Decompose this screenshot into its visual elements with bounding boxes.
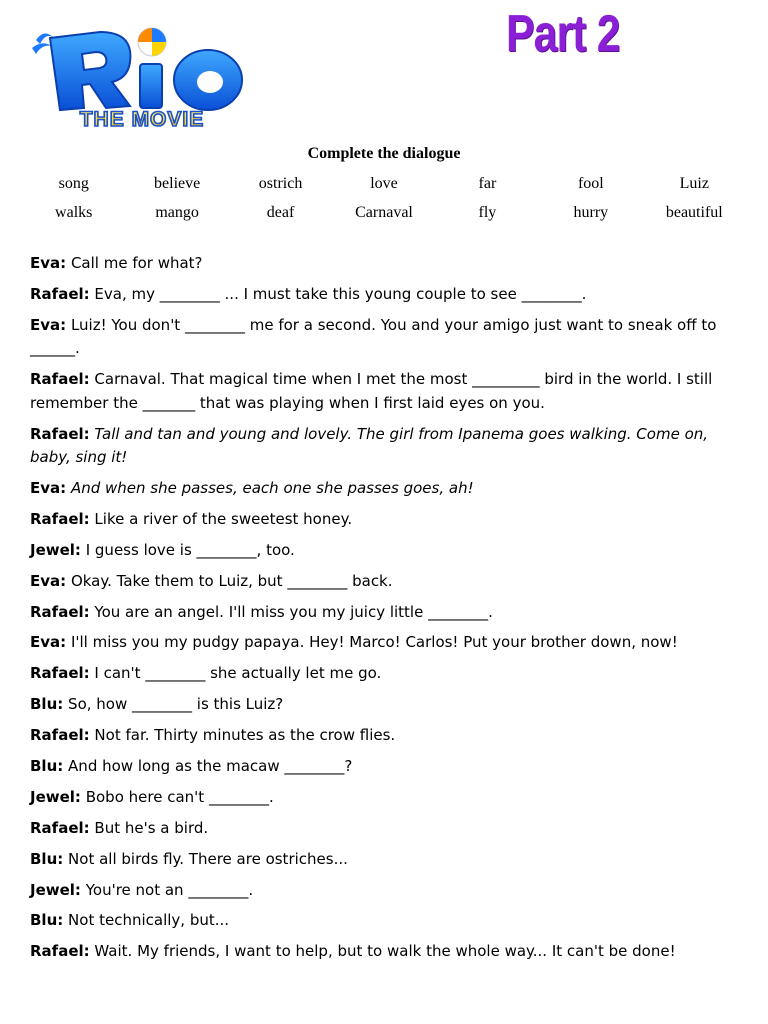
speaker-name: Rafael: — [30, 284, 90, 303]
word-bank — [22, 172, 746, 230]
speaker-name: Rafael: — [30, 370, 90, 389]
dialogue-line — [30, 508, 742, 532]
speaker-name: Jewel: — [30, 540, 81, 559]
word-bank-item: believe — [154, 175, 201, 192]
dialogue-line — [30, 601, 742, 625]
instruction-heading: Complete the dialogue — [307, 145, 461, 162]
word-bank-item: hurry — [573, 204, 609, 221]
speaker-name: Rafael: — [30, 509, 90, 528]
speaker-name: Blu: — [30, 849, 64, 868]
dialogue-line — [30, 631, 742, 655]
word-bank-item: fool — [577, 175, 604, 192]
speaker-name: Eva: — [30, 478, 67, 497]
dialogue-text: You are an angel. I'll miss you my juicy little ________. — [94, 602, 493, 621]
speaker-name: Rafael: — [30, 602, 90, 621]
speaker-name: Eva: — [30, 315, 67, 334]
logo-subtitle-text: THE MOVIE — [79, 108, 205, 131]
word-bank-item: love — [370, 175, 398, 192]
dialogue-line — [30, 940, 742, 964]
dialogue-line — [30, 539, 742, 563]
dialogue-line — [30, 817, 742, 841]
word-bank-item: mango — [155, 204, 199, 221]
dialogue-line — [30, 423, 742, 470]
dialogue-line — [30, 755, 742, 779]
rio-movie-logo — [30, 18, 250, 136]
dialogue-line — [30, 283, 742, 307]
dialogue-line — [30, 848, 742, 872]
speaker-name: Blu: — [30, 756, 64, 775]
word-bank-item: beautiful — [665, 204, 723, 221]
speaker-name: Jewel: — [30, 880, 81, 899]
dialogue-line — [30, 662, 742, 686]
speaker-name: Eva: — [30, 254, 67, 272]
word-bank-item: song — [58, 175, 89, 192]
word-bank-item: Carnaval — [355, 204, 413, 221]
speaker-name: Eva: — [30, 571, 67, 590]
dialogue-line — [30, 879, 742, 903]
speaker-name: Blu: — [30, 911, 64, 930]
dialogue-text: Eva, my ________ ... I must take this young couple to see ________. — [94, 284, 587, 303]
word-bank-item: walks — [55, 204, 93, 221]
dialogue-text: And how long as the macaw ________? — [68, 756, 353, 775]
word-bank-item: deaf — [266, 204, 295, 221]
dialogue-line — [30, 252, 742, 276]
dialogue-line — [30, 368, 742, 415]
dialogue-text: Not technically, but... — [68, 911, 230, 930]
dialogue-text: Bobo here can't ________. — [85, 787, 274, 806]
dialogue-text: Okay. Take them to Luiz, but ________ back. — [70, 571, 393, 590]
speaker-name: Rafael: — [30, 818, 90, 837]
dialogue-text: You're not an ________. — [85, 880, 254, 899]
speaker-name: Jewel: — [30, 787, 81, 806]
speaker-name: Rafael: — [30, 942, 90, 961]
word-bank-item: fly — [478, 204, 497, 221]
dialogue-line — [30, 724, 742, 748]
dialogue-line — [30, 314, 742, 361]
dialogue-text: But he's a bird. — [94, 818, 209, 837]
dialogue-text: Wait. My friends, I want to help, but to walk the whole way... It can't be done! — [94, 942, 676, 961]
word-bank-item: Luiz — [679, 175, 709, 192]
part-title: Part 2 — [506, 5, 620, 63]
dialogue-text: Not all birds fly. There are ostriches... — [68, 849, 348, 868]
dialogue-line — [30, 477, 742, 501]
speaker-name: Eva: — [30, 633, 67, 652]
speaker-name: Rafael: — [30, 726, 90, 745]
dialogue-text: I guess love is ________, too. — [85, 540, 295, 559]
rio-logo-image — [30, 18, 250, 136]
dialogue-line — [30, 693, 742, 717]
speaker-name: Rafael: — [30, 664, 90, 683]
speaker-name: Rafael: — [30, 424, 90, 443]
dialogue-text: Call me for what? — [70, 254, 203, 272]
word-bank-item: ostrich — [258, 175, 303, 192]
speaker-name: Blu: — [30, 695, 64, 714]
dialogue-text: Luiz! You don't ________ me for a second. You and your amigo just want to sneak off to ______. — [30, 315, 717, 358]
dialogue-line — [30, 786, 742, 810]
dialogue-text: Like a river of the sweetest honey. — [94, 509, 353, 528]
word-bank-item: far — [478, 175, 497, 192]
dialogue-text: I'll miss you my pudgy papaya. Hey! Marco! Carlos! Put your brother down, now! — [70, 633, 678, 652]
dialogue-line — [30, 570, 742, 594]
dialogue-text: Not far. Thirty minutes as the crow flies. — [94, 726, 396, 745]
dialogue-text: And when she passes, each one she passes goes, ah! — [70, 478, 474, 497]
dialogue-text: Tall and tan and young and lovely. The girl from Ipanema goes walking. Come on, baby, sing it! — [30, 424, 709, 467]
dialogue — [30, 252, 742, 971]
dialogue-line — [30, 909, 742, 933]
dialogue-text: I can't ________ she actually let me go. — [94, 664, 382, 683]
dialogue-text: So, how ________ is this Luiz? — [68, 695, 284, 714]
dialogue-text: Carnaval. That magical time when I met the most _________ bird in the world. I still remember the _______ that was playing when I first laid eyes on you. — [30, 370, 713, 412]
